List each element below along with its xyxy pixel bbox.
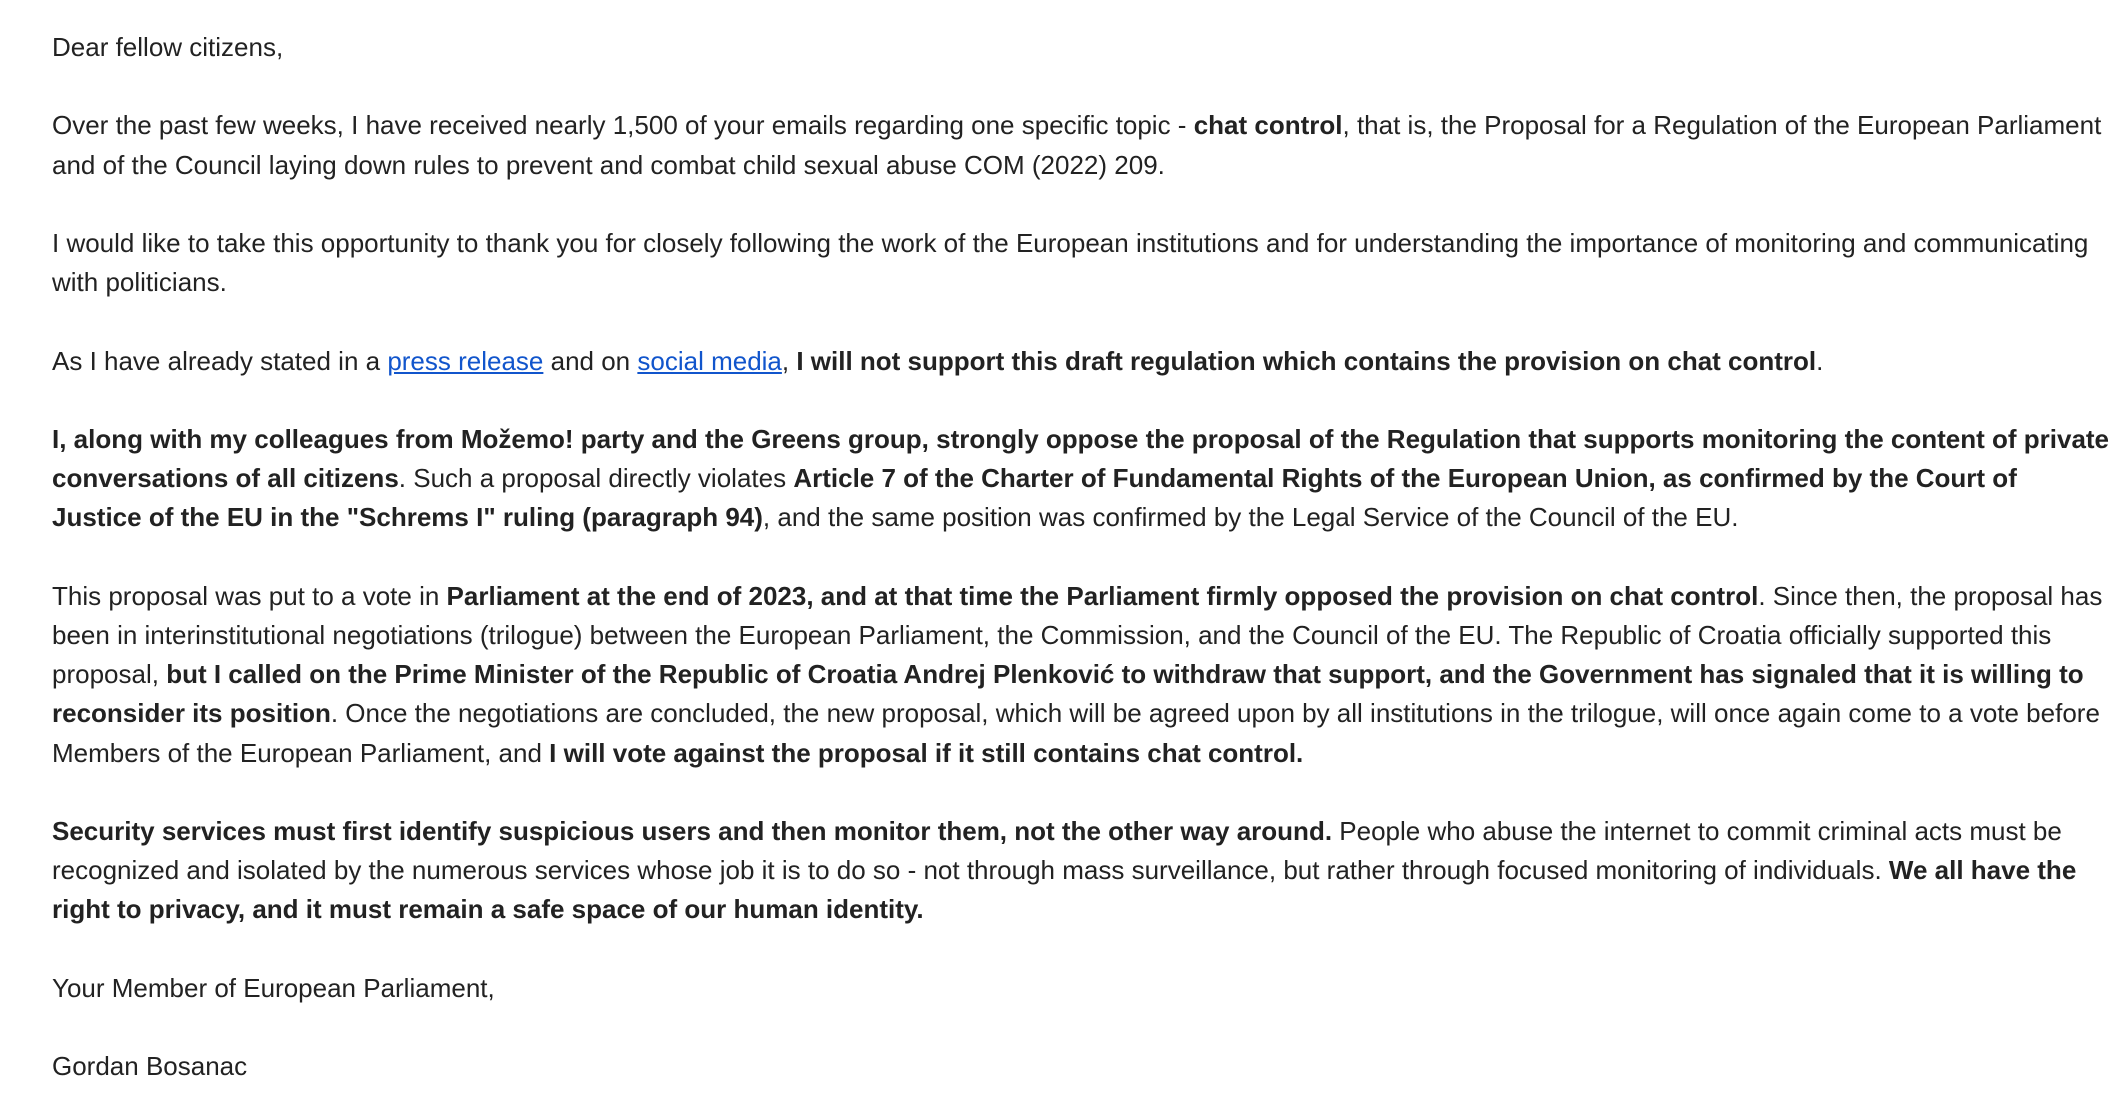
paragraph-opposition <box>52 420 2112 538</box>
bold-text: Security services must first identify suspicious users and then monitor them, not the other way around. <box>52 815 1333 846</box>
paragraph-text: . <box>1816 345 1824 376</box>
greeting: Dear fellow citizens, <box>52 32 284 62</box>
press-release-link[interactable]: press release <box>387 345 544 376</box>
bold-text: Parliament at the end of 2023, and at that time the Parliament firmly opposed the provision on chat control <box>446 580 1759 611</box>
signature: Gordan Bosanac <box>52 1051 248 1082</box>
paragraph-text: . Once the negotiations are concluded, the new proposal, which will be agreed upon by all institutions in the trilogue, will once again come to a vote before Members of the European Parliament, and <box>52 698 2100 768</box>
paragraph-text: , <box>781 345 797 376</box>
paragraph-stance <box>52 342 2112 381</box>
paragraph-emails-received <box>52 106 2112 184</box>
paragraph-text: As I have already stated in a <box>52 345 388 376</box>
paragraph-text: , that is, the Proposal for a Regulation of the European Parliament and of the Council laying down rules to prevent and combat child sexual abuse COM (2022) 209. <box>52 110 2102 180</box>
paragraph-security-services <box>52 812 2112 930</box>
bold-text: I will not support this draft regulation which contains the provision on chat control <box>796 345 1817 376</box>
bold-text: but I called on the Prime Minister of the Republic of Croatia Andrej Plenković to withdraw that support, and the Government has signaled that it is willing to reconsider its position <box>52 659 2084 729</box>
closing: Your Member of European Parliament, <box>52 972 495 1003</box>
paragraph-text: , and the same position was confirmed by the Legal Service of the Council of the EU. <box>762 502 1739 533</box>
paragraph-text: This proposal was put to a vote in <box>52 580 447 611</box>
letter-body <box>52 28 2112 1086</box>
paragraph-vote-history <box>52 577 2112 773</box>
bold-text: chat control <box>1193 110 1343 141</box>
paragraph-text: and on <box>543 345 638 376</box>
bold-text: I, along with my colleagues from Možemo! party and the Greens group, strongly oppose the proposal of the Regulation that supports monitoring the content of private conversations of all citizens <box>52 423 2110 494</box>
paragraph-text: People who abuse the internet to commit criminal acts must be recognized and isolated by the numerous services whose job it is to do so - not through mass surveillance, but rather through focused monitoring of individuals. <box>52 815 2062 886</box>
paragraph-text: . Since then, the proposal has been in interinstitutional negotiations (trilogue) between the European Parliament, the Commission, and the Council of the EU. The Republic of Croatia officially supported this proposal, <box>52 580 2103 690</box>
bold-text: I will vote against the proposal if it still contains chat control. <box>549 737 1304 768</box>
paragraph-text: Over the past few weeks, I have received nearly 1,500 of your emails regarding one specific topic - <box>52 110 1194 141</box>
bold-text: We all have the right to privacy, and it must remain a safe space of our human identity. <box>52 855 2077 925</box>
social-media-link[interactable]: social media <box>637 345 782 376</box>
paragraph-thanks: I would like to take this opportunity to thank you for closely following the work of the European institutions and for understanding the importance of monitoring and communicating with politicians. <box>52 227 2089 298</box>
paragraph-text: . Such a proposal directly violates <box>398 463 794 494</box>
bold-text: Article 7 of the Charter of Fundamental Rights of the European Union, as confirmed by the Court of Justice of the EU in the "Schrems I" ruling (paragraph 94) <box>52 463 2017 533</box>
